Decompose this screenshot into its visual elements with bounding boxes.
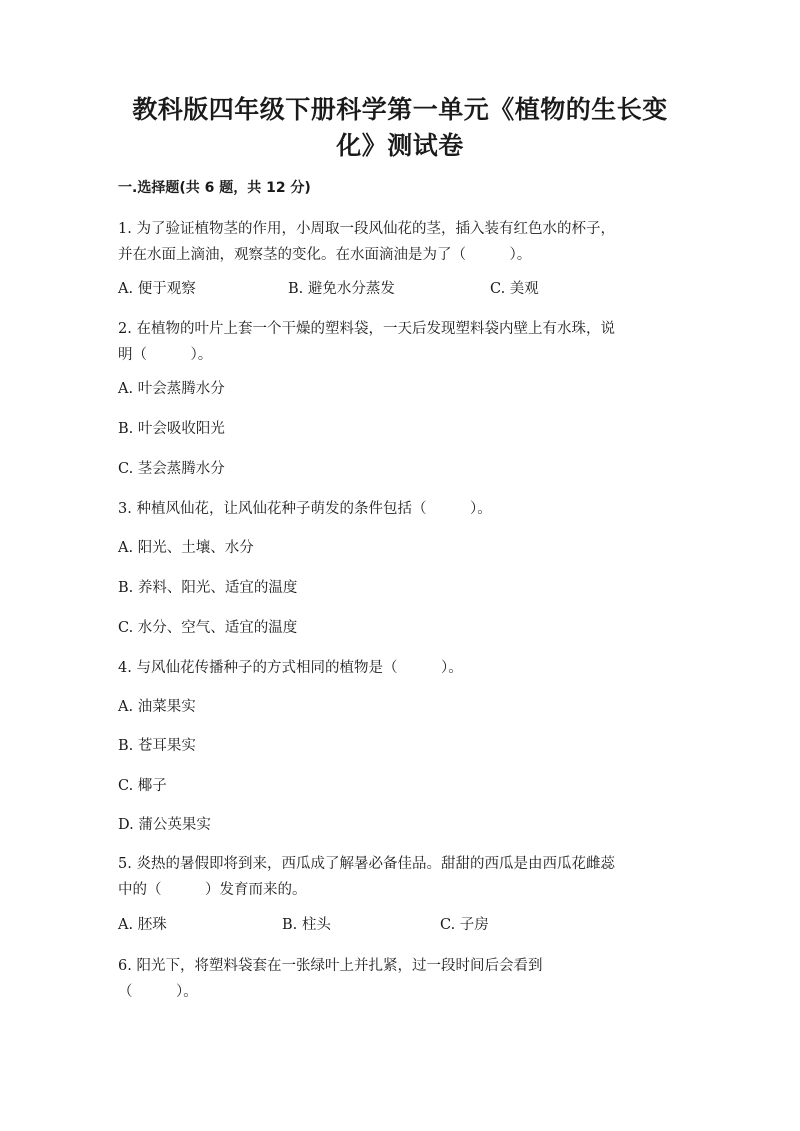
question-text-line: 6. 阳光下，将塑料袋套在一张绿叶上并扎紧，过一段时间后会看到 [118, 958, 543, 974]
option-d: D. 蒲公英果实 [118, 817, 211, 833]
question-text-line: 明（ ）。 [118, 347, 213, 363]
question-text-line: 4. 与风仙花传播种子的方式相同的植物是（ ）。 [118, 660, 463, 676]
section-header: 一.选择题(共 6 题，共 12 分) [118, 180, 311, 196]
option-b: B. 柱头 [282, 917, 331, 933]
option-c: C. 椰子 [118, 778, 167, 794]
question-text-line: 5. 炎热的暑假即将到来，西瓜成了解暑必备佳品。甜甜的西瓜是由西瓜花雌蕊 [118, 856, 615, 872]
option-b: B. 叶会吸收阳光 [118, 421, 225, 437]
question-4 [118, 655, 678, 681]
title-line-2: 化》测试卷 [336, 131, 464, 160]
question-1 [118, 216, 678, 268]
question-text-line: 1. 为了验证植物茎的作用，小周取一段风仙花的茎，插入装有红色水的杯子， [118, 221, 615, 237]
option-c: C. 美观 [490, 281, 539, 297]
option-c: C. 茎会蒸腾水分 [118, 461, 225, 477]
page-title [130, 92, 670, 164]
option-a: A. 便于观察 [118, 281, 196, 297]
option-c: C. 水分、空气、适宜的温度 [118, 620, 298, 636]
question-text-line: （ ）。 [118, 984, 198, 1000]
option-b: B. 苍耳果实 [118, 738, 196, 754]
question-6 [118, 953, 678, 1005]
question-2 [118, 316, 678, 368]
option-a: A. 阳光、土壤、水分 [118, 540, 254, 556]
question-3 [118, 496, 678, 522]
option-a: A. 叶会蒸腾水分 [118, 381, 225, 397]
option-a: A. 胚珠 [118, 917, 167, 933]
option-b: B. 养料、阳光、适宜的温度 [118, 580, 298, 596]
question-text-line: 并在水面上滴油，观察茎的变化。在水面滴油是为了（ ）。 [118, 247, 532, 263]
question-5 [118, 851, 678, 903]
question-text-line: 2. 在植物的叶片上套一个干燥的塑料袋，一天后发现塑料袋内壁上有水珠，说 [118, 321, 615, 337]
question-text-line: 3. 种植风仙花，让风仙花种子萌发的条件包括（ ）。 [118, 501, 492, 517]
title-line-1: 教科版四年级下册科学第一单元《植物的生长变 [132, 95, 668, 124]
option-a: A. 油菜果实 [118, 699, 196, 715]
question-text-line: 中的（ ）发育而来的。 [118, 882, 307, 898]
option-c: C. 子房 [440, 917, 489, 933]
option-b: B. 避免水分蒸发 [288, 281, 395, 297]
